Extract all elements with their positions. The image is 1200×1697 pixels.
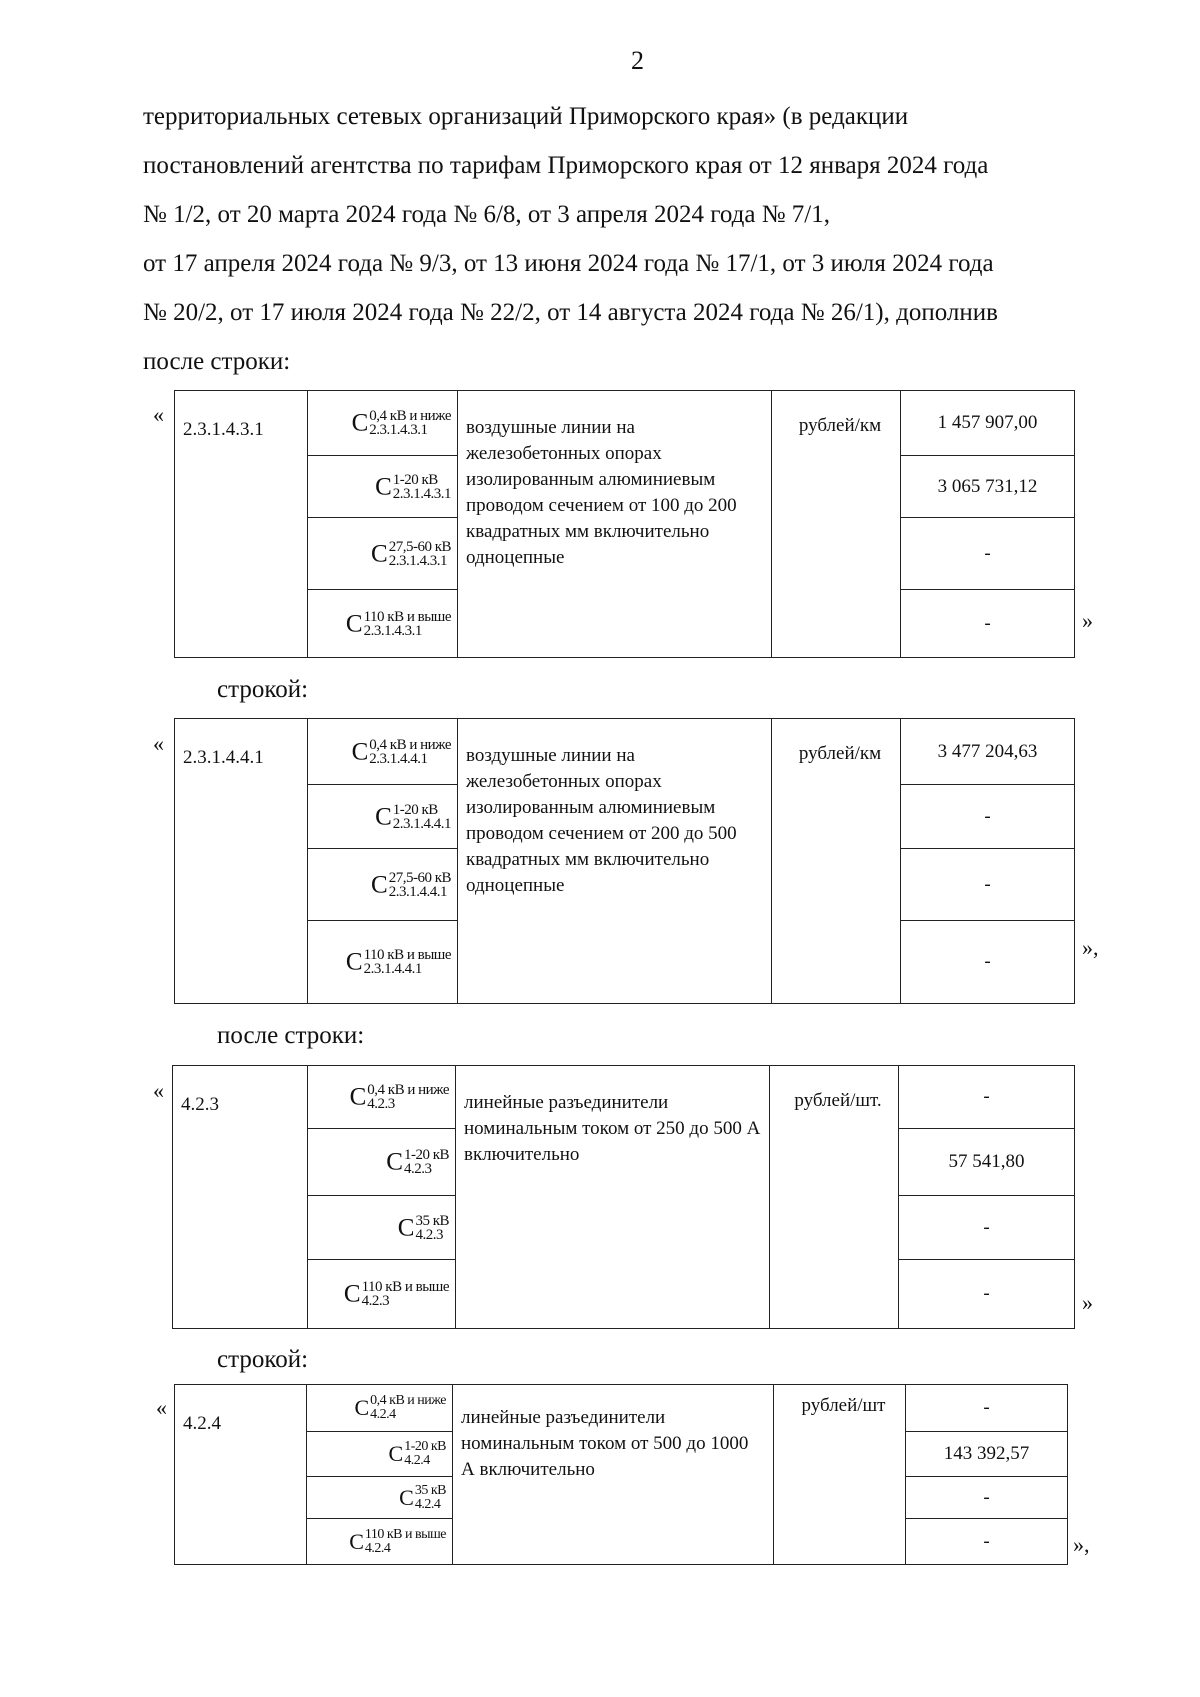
rate-value: 1 457 907,00 [901,391,1075,456]
intro-line: от 17 апреля 2024 года № 9/3, от 13 июня 2024 года № 17/1, от 3 июля 2024 года [143,250,994,277]
rate-value: - [901,590,1075,658]
rate-symbol: С 110 кВ и выше 4.2.3 [308,1260,456,1329]
rate-symbol: С 1-20 кВ 2.3.1.4.4.1 [308,785,458,849]
row-unit: рублей/км [772,391,901,658]
rate-value: - [899,1196,1075,1260]
rate-value: 143 392,57 [906,1432,1068,1477]
rate-symbol: С 27,5-60 кВ 2.3.1.4.4.1 [308,849,458,921]
quote-open: « [153,1078,164,1103]
rate-symbol: С 27,5-60 кВ 2.3.1.4.3.1 [308,518,458,590]
rate-symbol: С 1-20 кВ 4.2.3 [308,1129,456,1196]
rate-symbol: С 1-20 кВ 2.3.1.4.3.1 [308,456,458,518]
tariff-table-3 [172,1065,1075,1329]
rate-value: - [906,1519,1068,1565]
after-row-label: после строки: [217,1022,365,1049]
row-description: линейные разъединители номинальным током от 250 до 500 А включительно [456,1066,770,1329]
row-unit: рублей/км [772,719,901,1004]
quote-close: » [1082,1290,1093,1315]
rate-value: - [901,785,1075,849]
tariff-table-1 [174,390,1075,658]
replace-label: строкой: [217,1346,309,1373]
rate-symbol: С 35 кВ 4.2.4 [307,1477,453,1519]
intro-line: после строки: [143,348,291,375]
quote-close: », [1082,935,1099,960]
rate-symbol: С 0,4 кВ и ниже 4.2.3 [308,1066,456,1129]
quote-open: « [153,731,164,756]
rate-value: - [906,1477,1068,1519]
tariff-table-2 [174,718,1075,1004]
rate-symbol: С 110 кВ и выше 4.2.4 [307,1519,453,1565]
rate-symbol: С 35 кВ 4.2.3 [308,1196,456,1260]
rate-symbol: С 0,4 кВ и ниже 4.2.4 [307,1385,453,1432]
row-code: 4.2.3 [173,1066,308,1329]
rate-value: - [906,1385,1068,1432]
rate-value: 57 541,80 [899,1129,1075,1196]
rate-symbol: С 0,4 кВ и ниже 2.3.1.4.4.1 [308,719,458,785]
intro-line: № 20/2, от 17 июля 2024 года № 22/2, от 14 августа 2024 года № 26/1), дополнив [143,299,998,326]
rate-symbol: С 110 кВ и выше 2.3.1.4.3.1 [308,590,458,658]
rate-value: - [899,1260,1075,1329]
row-description: линейные разъединители номинальным током от 500 до 1000 А включительно [453,1385,774,1565]
tariff-table-4 [174,1384,1068,1565]
quote-close: », [1073,1532,1090,1557]
row-code: 2.3.1.4.3.1 [175,391,308,658]
rate-symbol: С 0,4 кВ и ниже 2.3.1.4.3.1 [308,391,458,456]
rate-value: - [901,849,1075,921]
rate-value: 3 065 731,12 [901,456,1075,518]
intro-line: № 1/2, от 20 марта 2024 года № 6/8, от 3 апреля 2024 года № 7/1, [143,201,830,228]
replace-label: строкой: [217,676,309,703]
row-description: воздушные линии на железобетонных опорах изолированным алюминиевым проводом сечением от 100 до 200 квадратных мм включительно одноцепные [458,391,772,658]
rate-value: - [901,518,1075,590]
quote-open: « [153,402,164,427]
rate-value: 3 477 204,63 [901,719,1075,785]
rate-symbol: С 110 кВ и выше 2.3.1.4.4.1 [308,921,458,1004]
row-unit: рублей/шт. [770,1066,899,1329]
rate-value: - [901,921,1075,1004]
quote-close: » [1082,608,1093,633]
page-number: 2 [631,46,644,75]
row-unit: рублей/шт [774,1385,906,1565]
row-description: воздушные линии на железобетонных опорах изолированным алюминиевым проводом сечением от 200 до 500 квадратных мм включительно одноцепные [458,719,772,1004]
intro-line: территориальных сетевых организаций Приморского края» (в редакции [143,103,909,130]
intro-paragraph [143,92,1113,386]
rate-value: - [899,1066,1075,1129]
intro-line: постановлений агентства по тарифам Приморского края от 12 января 2024 года [143,152,989,179]
row-code: 2.3.1.4.4.1 [175,719,308,1004]
row-code: 4.2.4 [175,1385,307,1565]
quote-open: « [156,1395,167,1420]
rate-symbol: С 1-20 кВ 4.2.4 [307,1432,453,1477]
